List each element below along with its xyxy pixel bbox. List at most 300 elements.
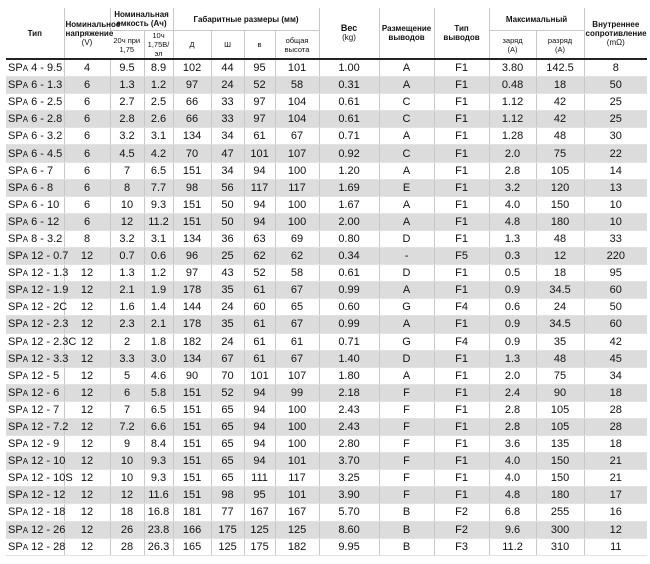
terminal-layout-cell: G [379, 299, 434, 316]
model-number: 6 - 10 [31, 198, 60, 211]
model-prefix: SP [8, 147, 23, 160]
total-height-cell: 61 [275, 333, 319, 350]
model-number: 12 - 1.3 [31, 267, 69, 280]
model-cell [6, 384, 64, 401]
capacity-20h-cell: 2 [110, 333, 144, 350]
capacity-10h-cell: 1.8 [144, 333, 173, 350]
model-number: 12 - 9 [31, 438, 60, 451]
voltage-cell: 12 [64, 248, 110, 265]
header-dimensions: Габаритные размеры (мм) [173, 8, 319, 31]
terminal-type-cell: F1 [434, 470, 489, 487]
model-prefix: SP [8, 523, 23, 536]
table-row [6, 401, 647, 418]
voltage-cell: 12 [64, 299, 110, 316]
internal-resistance-cell: 17 [584, 487, 647, 504]
width-cell: 35 [211, 316, 244, 333]
table-row [6, 418, 647, 435]
weight-cell: 0.92 [319, 145, 379, 162]
max-discharge-cell: 300 [536, 521, 584, 538]
internal-resistance-cell: 42 [584, 333, 647, 350]
max-charge-cell: 0.6 [489, 299, 536, 316]
max-charge-cell: 2.4 [489, 384, 536, 401]
terminal-layout-cell: F [379, 436, 434, 453]
terminal-type-cell: F1 [434, 94, 489, 111]
model-cell [6, 196, 64, 213]
capacity-10h-cell: 9.3 [144, 470, 173, 487]
model-prefix: SP [8, 472, 23, 485]
capacity-10h-cell: 3.1 [144, 128, 173, 145]
voltage-cell: 12 [64, 384, 110, 401]
length-cell: 151 [173, 384, 211, 401]
terminal-type-cell: F1 [434, 77, 489, 94]
total-height-cell: 58 [275, 265, 319, 282]
voltage-cell: 12 [64, 265, 110, 282]
table-row [6, 162, 647, 179]
weight-cell: 3.25 [319, 470, 379, 487]
terminal-layout-cell: D [379, 230, 434, 247]
capacity-10h-cell: 5.8 [144, 384, 173, 401]
capacity-10h-cell: 4.2 [144, 145, 173, 162]
capacity-20h-cell: 8 [110, 179, 144, 196]
height-cell: 125 [244, 521, 275, 538]
internal-resistance-cell: 45 [584, 350, 647, 367]
capacity-20h-cell: 26 [110, 521, 144, 538]
model-prefix: SP [8, 540, 23, 553]
model-prefix: SP [8, 352, 23, 365]
width-cell: 70 [211, 367, 244, 384]
weight-cell: 5.70 [319, 504, 379, 521]
length-cell: 151 [173, 436, 211, 453]
header-dim-width: Ш [211, 31, 244, 60]
max-charge-cell: 1.3 [489, 230, 536, 247]
model-prefix: SP [8, 113, 23, 126]
voltage-cell: 12 [64, 504, 110, 521]
model-number: 12 - 10S [31, 472, 73, 485]
max-discharge-cell: 135 [536, 436, 584, 453]
total-height-cell: 182 [275, 538, 319, 555]
internal-resistance-cell: 11 [584, 538, 647, 555]
capacity-10h-cell: 1.2 [144, 265, 173, 282]
model-prefix: SP [8, 369, 23, 382]
max-discharge-cell: 180 [536, 213, 584, 230]
total-height-cell: 100 [275, 401, 319, 418]
weight-cell: 0.61 [319, 111, 379, 128]
model-prefix: SP [8, 318, 23, 331]
height-cell: 94 [244, 196, 275, 213]
internal-resistance-cell: 13 [584, 179, 647, 196]
header-terminal-layout: Размещение выводов [379, 8, 434, 59]
terminal-layout-cell: A [379, 77, 434, 94]
model-suffix: A [22, 252, 29, 262]
capacity-20h-cell: 0.7 [110, 248, 144, 265]
model-cell [6, 128, 64, 145]
model-suffix: A [22, 286, 29, 296]
model-number: 12 - 6 [31, 386, 60, 399]
max-discharge-cell: 75 [536, 145, 584, 162]
width-cell: 65 [211, 453, 244, 470]
voltage-cell: 6 [64, 145, 110, 162]
max-discharge-cell: 18 [536, 77, 584, 94]
terminal-type-cell: F3 [434, 538, 489, 555]
model-cell [6, 299, 68, 316]
model-prefix: SP [8, 506, 23, 519]
length-cell: 178 [173, 316, 211, 333]
terminal-type-cell: F1 [434, 162, 489, 179]
voltage-cell: 6 [64, 128, 110, 145]
model-number: 12 - 26 [31, 523, 66, 536]
max-charge-cell: 2.8 [489, 401, 536, 418]
terminal-type-cell: F1 [434, 59, 489, 77]
total-height-cell: 69 [275, 230, 319, 247]
table-row [6, 504, 647, 521]
model-prefix: SP [8, 96, 23, 109]
terminal-layout-cell: A [379, 162, 434, 179]
total-height-cell: 104 [275, 94, 319, 111]
height-cell: 94 [244, 418, 275, 435]
length-cell: 151 [173, 470, 211, 487]
model-number: 6 - 8 [31, 181, 54, 194]
model-number: 12 - 5 [31, 369, 60, 382]
max-charge-cell: 9.6 [489, 521, 536, 538]
model-prefix: SP [8, 164, 23, 177]
table-row [6, 350, 647, 367]
capacity-20h-cell: 10 [110, 196, 144, 213]
header-terminal-type: Тип выводов [434, 8, 489, 59]
capacity-10h-cell: 1.2 [144, 77, 173, 94]
model-prefix: SP [8, 455, 23, 468]
capacity-10h-cell: 8.4 [144, 436, 173, 453]
height-cell: 94 [244, 436, 275, 453]
model-cell [6, 111, 64, 128]
total-height-cell: 100 [275, 436, 319, 453]
table-row [6, 299, 647, 316]
weight-cell: 2.43 [319, 401, 379, 418]
total-height-cell: 67 [275, 350, 319, 367]
terminal-layout-cell: B [379, 538, 434, 555]
capacity-20h-cell: 7 [110, 162, 144, 179]
model-cell [6, 487, 64, 504]
width-cell: 52 [211, 384, 244, 401]
table-row [6, 248, 647, 265]
total-height-cell: 58 [275, 77, 319, 94]
max-discharge-cell: 35 [536, 333, 584, 350]
table-row [6, 230, 647, 247]
model-cell [6, 265, 69, 282]
voltage-cell: 12 [64, 521, 110, 538]
max-discharge-cell: 150 [536, 453, 584, 470]
max-discharge-cell: 12 [536, 248, 584, 265]
model-suffix: A [22, 440, 29, 450]
height-cell: 117 [244, 179, 275, 196]
max-discharge-cell: 48 [536, 128, 584, 145]
voltage-cell: 6 [64, 94, 110, 111]
voltage-cell: 12 [64, 418, 110, 435]
weight-cell: 3.90 [319, 487, 379, 504]
width-cell: 50 [211, 196, 244, 213]
model-cell [6, 350, 69, 367]
length-cell: 151 [173, 213, 211, 230]
terminal-type-cell: F1 [434, 179, 489, 196]
weight-cell: 2.80 [319, 436, 379, 453]
max-charge-cell: 1.28 [489, 128, 536, 145]
terminal-layout-cell: C [379, 94, 434, 111]
width-cell: 50 [211, 213, 244, 230]
internal-resistance-cell: 34 [584, 367, 647, 384]
header-type: Тип [6, 8, 64, 59]
height-cell: 111 [244, 470, 275, 487]
terminal-type-cell: F1 [434, 418, 489, 435]
length-cell: 98 [173, 179, 211, 196]
terminal-layout-cell: B [379, 521, 434, 538]
model-cell [6, 213, 64, 230]
width-cell: 44 [211, 59, 244, 77]
internal-resistance-cell: 21 [584, 453, 647, 470]
length-cell: 151 [173, 162, 211, 179]
height-cell: 61 [244, 350, 275, 367]
table-row [6, 538, 647, 555]
model-prefix: SP [8, 232, 23, 245]
capacity-10h-cell: 9.3 [144, 196, 173, 213]
model-number: 6 - 7 [31, 164, 54, 177]
length-cell: 90 [173, 367, 211, 384]
table-row [6, 333, 647, 350]
model-cell [6, 521, 64, 538]
max-charge-cell: 4.0 [489, 470, 536, 487]
terminal-layout-cell: F [379, 418, 434, 435]
internal-resistance-cell: 12 [584, 521, 647, 538]
model-cell [6, 316, 69, 333]
length-cell: 182 [173, 333, 211, 350]
table-row [6, 196, 647, 213]
max-charge-cell: 2.0 [489, 367, 536, 384]
max-charge-cell: 4.8 [489, 487, 536, 504]
capacity-10h-cell: 7.7 [144, 179, 173, 196]
internal-resistance-cell: 18 [584, 436, 647, 453]
terminal-type-cell: F1 [434, 213, 489, 230]
width-cell: 43 [211, 265, 244, 282]
max-discharge-cell: 150 [536, 470, 584, 487]
max-discharge-cell: 18 [536, 265, 584, 282]
model-number: 12 - 7 [31, 403, 60, 416]
header-dim-total-height: общая высота [275, 31, 319, 60]
voltage-cell: 12 [64, 333, 110, 350]
total-height-cell: 100 [275, 196, 319, 213]
header-weight: Вес (kg) [319, 8, 379, 59]
model-number: 6 - 3.2 [31, 130, 63, 143]
model-prefix: SP [8, 335, 23, 348]
width-cell: 36 [211, 230, 244, 247]
capacity-20h-cell: 6 [110, 384, 144, 401]
length-cell: 97 [173, 265, 211, 282]
capacity-10h-cell: 11.2 [144, 213, 173, 230]
weight-cell: 2.18 [319, 384, 379, 401]
height-cell: 167 [244, 504, 275, 521]
height-cell: 63 [244, 230, 275, 247]
capacity-20h-cell: 1.3 [110, 77, 144, 94]
capacity-10h-cell: 4.6 [144, 367, 173, 384]
capacity-20h-cell: 1.6 [110, 299, 144, 316]
total-height-cell: 62 [275, 248, 319, 265]
max-discharge-cell: 90 [536, 384, 584, 401]
terminal-type-cell: F1 [434, 367, 489, 384]
capacity-10h-cell: 11.6 [144, 487, 173, 504]
internal-resistance-cell: 50 [584, 77, 647, 94]
max-discharge-cell: 105 [536, 162, 584, 179]
model-cell [6, 94, 64, 111]
voltage-cell: 6 [64, 162, 110, 179]
width-cell: 34 [211, 162, 244, 179]
terminal-layout-cell: E [379, 179, 434, 196]
max-discharge-cell: 34.5 [536, 282, 584, 299]
width-cell: 56 [211, 179, 244, 196]
total-height-cell: 67 [275, 282, 319, 299]
model-prefix: SP [8, 198, 23, 211]
internal-resistance-cell: 22 [584, 145, 647, 162]
capacity-10h-cell: 9.3 [144, 453, 173, 470]
terminal-type-cell: F2 [434, 504, 489, 521]
height-cell: 94 [244, 401, 275, 418]
table-row [6, 77, 647, 94]
model-cell [6, 145, 64, 162]
capacity-10h-cell: 6.6 [144, 418, 173, 435]
table-body [6, 59, 647, 555]
max-charge-cell: 3.6 [489, 436, 536, 453]
capacity-20h-cell: 3.3 [110, 350, 144, 367]
model-cell [6, 367, 64, 384]
total-height-cell: 117 [275, 179, 319, 196]
table-row [6, 94, 647, 111]
capacity-10h-cell: 1.9 [144, 282, 173, 299]
height-cell: 52 [244, 265, 275, 282]
terminal-layout-cell: A [379, 316, 434, 333]
model-suffix: A [22, 354, 29, 364]
max-discharge-cell: 42 [536, 94, 584, 111]
total-height-cell: 125 [275, 521, 319, 538]
voltage-cell: 12 [64, 470, 110, 487]
table-row [6, 316, 647, 333]
capacity-20h-cell: 2.3 [110, 316, 144, 333]
voltage-cell: 6 [64, 179, 110, 196]
total-height-cell: 65 [275, 299, 319, 316]
terminal-layout-cell: D [379, 350, 434, 367]
total-height-cell: 107 [275, 367, 319, 384]
max-discharge-cell: 24 [536, 299, 584, 316]
table-row [6, 111, 647, 128]
max-discharge-cell: 42 [536, 111, 584, 128]
model-suffix: A [22, 337, 29, 347]
terminal-type-cell: F1 [434, 145, 489, 162]
weight-cell: 0.80 [319, 230, 379, 247]
table-row [6, 487, 647, 504]
model-suffix: A [22, 269, 29, 279]
internal-resistance-cell: 60 [584, 282, 647, 299]
length-cell: 97 [173, 77, 211, 94]
total-height-cell: 167 [275, 504, 319, 521]
model-number: 12 - 2.3C [31, 335, 77, 348]
capacity-20h-cell: 2.7 [110, 94, 144, 111]
model-prefix: SP [8, 301, 23, 314]
internal-resistance-cell: 95 [584, 265, 647, 282]
model-suffix: A [22, 371, 29, 381]
width-cell: 175 [211, 521, 244, 538]
table-row [6, 384, 647, 401]
model-number: 6 - 2.5 [31, 96, 63, 109]
capacity-20h-cell: 2.8 [110, 111, 144, 128]
model-suffix: A [22, 405, 29, 415]
table-row [6, 145, 647, 162]
terminal-layout-cell: A [379, 128, 434, 145]
internal-resistance-cell: 50 [584, 299, 647, 316]
voltage-cell: 12 [64, 436, 110, 453]
model-prefix: SP [8, 250, 23, 263]
voltage-cell: 12 [64, 538, 110, 555]
max-discharge-cell: 255 [536, 504, 584, 521]
width-cell: 24 [211, 77, 244, 94]
capacity-20h-cell: 10 [110, 470, 144, 487]
model-number: 8 - 3.2 [31, 232, 63, 245]
terminal-type-cell: F1 [434, 487, 489, 504]
capacity-10h-cell: 2.1 [144, 316, 173, 333]
width-cell: 33 [211, 94, 244, 111]
terminal-layout-cell: A [379, 367, 434, 384]
model-number: 6 - 1.3 [31, 79, 63, 92]
header-discharge: разряд (A) [536, 31, 584, 60]
model-prefix: SP [8, 79, 23, 92]
height-cell: 61 [244, 333, 275, 350]
total-height-cell: 99 [275, 384, 319, 401]
model-suffix: A [22, 81, 29, 91]
model-suffix: A [22, 320, 29, 330]
max-charge-cell: 1.12 [489, 94, 536, 111]
model-suffix: A [22, 183, 29, 193]
model-number: 12 - 2.3 [31, 318, 69, 331]
internal-resistance-cell: 33 [584, 230, 647, 247]
model-prefix: SP [8, 62, 23, 75]
model-number: 12 - 7.2 [31, 421, 69, 434]
table-header [6, 8, 647, 59]
length-cell: 66 [173, 94, 211, 111]
capacity-20h-cell: 5 [110, 367, 144, 384]
model-cell [6, 436, 64, 453]
model-number: 12 - 0.7 [31, 250, 69, 263]
width-cell: 98 [211, 487, 244, 504]
voltage-cell: 6 [64, 196, 110, 213]
model-number: 12 - 28 [31, 540, 66, 553]
max-charge-cell: 1.3 [489, 350, 536, 367]
weight-cell: 0.60 [319, 299, 379, 316]
height-cell: 97 [244, 111, 275, 128]
header-capacity: Номинальная емкость (Ач) [110, 8, 173, 31]
length-cell: 144 [173, 299, 211, 316]
width-cell: 125 [211, 538, 244, 555]
capacity-20h-cell: 1.3 [110, 265, 144, 282]
internal-resistance-cell: 10 [584, 196, 647, 213]
capacity-10h-cell: 3.0 [144, 350, 173, 367]
height-cell: 97 [244, 94, 275, 111]
model-number: 12 - 1.9 [31, 284, 69, 297]
terminal-type-cell: F5 [434, 248, 489, 265]
length-cell: 165 [173, 538, 211, 555]
header-cap-10h: 10ч 1,75В/эл [144, 31, 173, 60]
terminal-type-cell: F1 [434, 316, 489, 333]
model-cell [6, 333, 77, 350]
max-charge-cell: 0.9 [489, 333, 536, 350]
height-cell: 94 [244, 213, 275, 230]
max-charge-cell: 1.12 [489, 111, 536, 128]
weight-cell: 0.71 [319, 333, 379, 350]
voltage-cell: 12 [64, 453, 110, 470]
model-suffix: A [22, 200, 29, 210]
